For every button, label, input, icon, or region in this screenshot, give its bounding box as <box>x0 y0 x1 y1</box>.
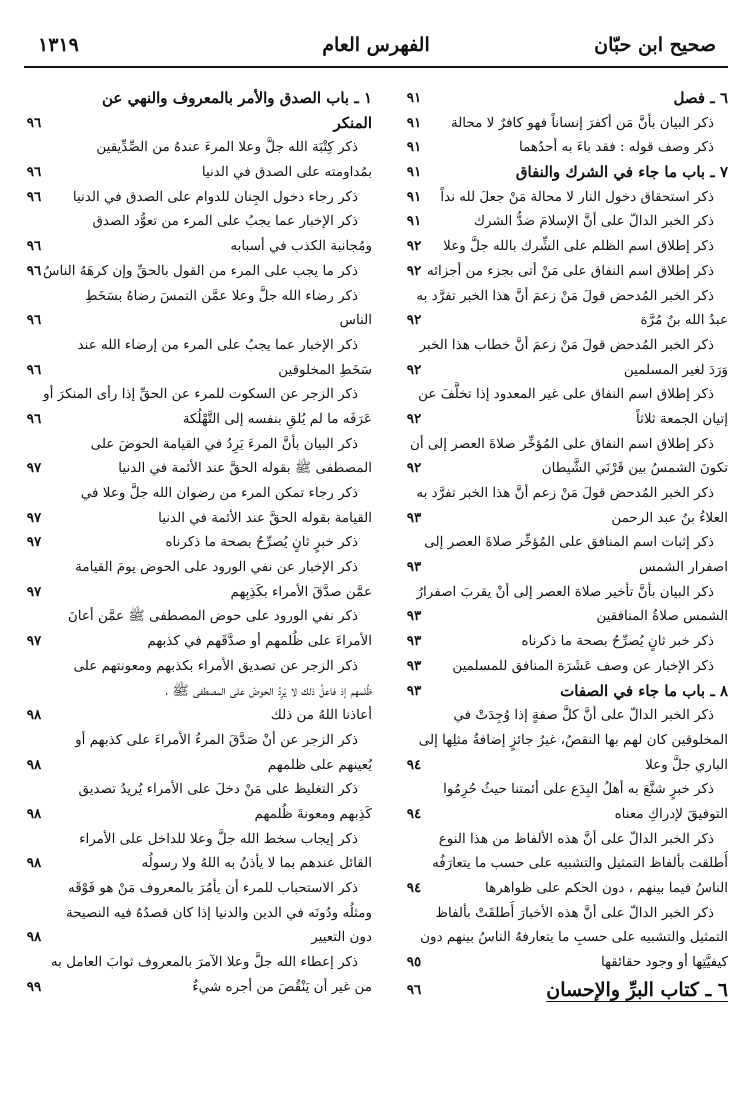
index-entry <box>394 827 738 852</box>
entry-text: أُطلقت بألفاظ التمثيل والتشبيه على حسب ما يتعارَفُه <box>432 855 728 872</box>
book-title: صحيح ابن حبّان <box>594 34 716 56</box>
entry-text: ذكر الخبر الدالّ على أنَّ هذه الألفاظ من هذا النوع <box>438 830 714 847</box>
index-entry <box>14 629 384 654</box>
index-entry <box>14 950 384 975</box>
index-entry <box>394 358 738 383</box>
index-entry <box>14 481 384 506</box>
entry-text: ذكر وصف قوله : فقد باءَ به أحدُهما <box>518 139 714 156</box>
entry-page-number: ٩٣ <box>406 509 422 526</box>
entry-page-number: ٩١ <box>406 213 422 230</box>
entry-page-number: ٩٣ <box>406 682 422 699</box>
index-entry <box>394 629 738 654</box>
entry-text: التوفيقَ لإدراكِ معناه <box>614 805 728 822</box>
index-entry <box>394 407 738 432</box>
index-entry <box>14 185 384 210</box>
index-entry <box>14 604 384 629</box>
index-entry <box>14 777 384 802</box>
entry-text: الناسُ فيما بينهم ، دون الحكم على ظواهرها <box>485 880 728 896</box>
entry-page-number: ٩٨ <box>26 805 42 822</box>
index-entry <box>14 259 384 284</box>
index-entry <box>14 456 384 481</box>
index-entry <box>14 333 384 358</box>
entry-text: عمَّن صدَّقَ الأمراء بكَذِبِهم <box>230 583 372 600</box>
entry-page-number: ٩٦ <box>26 410 42 427</box>
index-entry <box>14 555 384 580</box>
entry-page-number: ٩٢ <box>406 262 422 279</box>
entry-text: ذكر الزجر عن تصديق الأمراء بكذبهم ومعونتهم على <box>73 657 358 674</box>
entry-page-number: ٩٢ <box>406 361 422 378</box>
entry-text: ذكر إطلاق اسم الظلم على الشِّرك بالله جلَّ وعلا <box>443 238 714 255</box>
index-entry <box>394 580 738 605</box>
entry-text: ذكر خبر ثانٍ يُصرِّحُ بصحة ما ذكرناه <box>521 633 714 650</box>
index-entry <box>394 901 738 926</box>
index-entry <box>394 802 738 827</box>
entry-page-number: ٩١ <box>406 164 422 181</box>
entry-page-number: ٩٧ <box>26 460 42 477</box>
index-entry <box>14 506 384 531</box>
index-entry <box>14 802 384 827</box>
index-entry <box>14 382 384 407</box>
entry-page-number: ٩٧ <box>26 583 42 600</box>
entry-text: ذكر البيان بأنَّ المرءَ يَرِدُ في القيامة الحوضَ على <box>90 435 358 452</box>
index-entry <box>394 333 738 358</box>
entry-text: دون التعيير <box>311 929 372 946</box>
entry-text: ذكر الخبر المُدحض قولَ مَنْ زعمَ أنَّ خطاب هذا الخبر <box>419 336 714 353</box>
index-entry <box>394 308 738 333</box>
entry-page-number: ٩٤ <box>406 880 422 896</box>
index-entry <box>14 925 384 950</box>
index-entry <box>394 604 738 629</box>
entry-text: إتيان الجمعة ثلاثاً <box>635 410 728 427</box>
index-entry <box>394 851 738 876</box>
index-entry <box>394 284 738 309</box>
page-number: ١٣١٩ <box>38 34 79 56</box>
index-entry <box>14 234 384 259</box>
index-entry <box>394 506 738 531</box>
entry-text: المصطفى ﷺ بقوله الحقَّ عند الأئمة في الدنيا <box>118 460 372 477</box>
index-entry <box>14 728 384 753</box>
entry-page-number: ٩٥ <box>406 954 422 971</box>
index-entry <box>394 209 738 234</box>
index-entry <box>394 382 738 407</box>
entry-page-number: ٩٦ <box>26 361 42 378</box>
entry-text: الأمراءَ على ظُلمهم أو صدَّقَهم في كذبهم <box>147 633 372 650</box>
index-entry <box>14 86 384 111</box>
index-entry <box>14 851 384 876</box>
entry-text: ذكر كِتْبَة الله جلَّ وعلا المرءَ عندهُ من الصِّدِّيقين <box>96 139 358 156</box>
entry-text: التمثيل والتشبيه على حسبِ ما يتعارفهُ الناسُ بينهم دون <box>420 929 728 946</box>
entry-text: يُعينهم على ظلمهم <box>267 756 372 773</box>
entry-page-number: ٩٩ <box>26 978 42 995</box>
entry-page-number: ٩١ <box>406 90 422 106</box>
index-entry <box>394 160 738 185</box>
index-entry <box>394 777 738 802</box>
entry-text: من غير أن يَنْقُصَ من أجره شيءٌ <box>192 978 372 995</box>
entry-text: ذكر ما يجب على المرء من القول بالحقِّ وإن كرهَهُ الناسُ <box>42 262 358 279</box>
index-entry <box>394 753 738 778</box>
index-entry <box>394 481 738 506</box>
entry-page-number: ٩٤ <box>406 756 422 773</box>
index-entry <box>394 135 738 160</box>
entry-text: ومثلُه ودُونَه في الدين والدنيا إذا كان قصدُهُ فيه النصيحة <box>65 904 372 921</box>
index-entry <box>394 925 738 950</box>
index-entry <box>14 308 384 333</box>
entry-text: ذكر الاستحباب للمرء أن يأمُرَ بالمعروف مَنْ هو فَوْقَه <box>67 880 358 896</box>
entry-text: ذكر الخبر المُدحض قولَ مَنْ زعم أنَّ هذا الخبر تفرَّد به <box>416 485 714 501</box>
entry-text: ذكر إطلاق اسم النفاق على مَنْ أتى بجزء من أجزائه <box>426 262 714 279</box>
index-entry <box>394 950 738 975</box>
entry-text: المخلوقين كان لهم بها النقصُ، غيرُ جائزٍ إضافةُ مثلِها إلى <box>418 731 728 748</box>
entry-text: ذكر رجاء تمكن المرء من رضوان الله جلَّ وعلا في <box>80 485 358 501</box>
index-entry <box>394 86 738 111</box>
entry-text: تكونَ الشمسُ بين قَرْنَي الشَّيطان <box>541 460 728 477</box>
entry-text: بمُداومته على الصدق في الدنيا <box>201 164 372 181</box>
entry-page-number: ٩٨ <box>26 707 42 724</box>
entry-text: ومُجانبة الكذب في أسبابه <box>230 238 372 255</box>
entry-text: العلاءُ بنُ عبد الرحمن <box>611 509 728 526</box>
header-rule <box>24 66 728 68</box>
entry-page-number: ٩٢ <box>406 460 422 477</box>
section-title: الفهرس العام <box>322 34 430 56</box>
entry-page-number: ٩٦ <box>26 188 42 205</box>
entry-page-number: ٩٨ <box>26 855 42 872</box>
index-entry <box>14 901 384 926</box>
index-entry <box>394 111 738 136</box>
index-entry <box>14 703 384 728</box>
index-entry <box>14 160 384 185</box>
entry-text: ذكر الإخبار عن نفي الورود على الحوض يومَ القيامة <box>75 559 358 576</box>
entry-text: المنكر <box>333 113 372 132</box>
entry-text: ذكر خبرٍ ثانٍ يُصرِّحُ بصحة ما ذكرناه <box>165 534 358 551</box>
entry-text: سَخَطِ المخلوقين <box>278 361 372 378</box>
entry-text: القائل عندهم بما لا يأذنُ به اللهُ ولا رسولُه <box>141 855 372 872</box>
entry-page-number: ٩١ <box>406 188 422 205</box>
index-entry <box>14 654 384 679</box>
entry-text: ذكر الخبر الدالّ على أنَّ هذه الأخبارَ أُطلقَتْ بألفاظ <box>435 904 714 921</box>
entry-page-number: ٩٨ <box>26 756 42 773</box>
entry-text: ذكر الخبر الدالّ على أنَّ كلَّ صفةٍ إذا وُجِدَتْ في <box>453 707 714 724</box>
entry-text: كَذِبهم ومعونةَ ظُلمهم <box>254 805 372 822</box>
index-column-right <box>394 86 738 1046</box>
index-entry <box>394 185 738 210</box>
index-entry <box>394 703 738 728</box>
entry-page-number: ٩٤ <box>406 805 422 822</box>
index-entry <box>394 530 738 555</box>
entry-text: ظُلمهم إذ فاعلُ ذلك لا يَرِدُ الحوضَ على المصطفى ﷺ ، <box>165 682 372 699</box>
index-entry <box>394 259 738 284</box>
entry-text: ذكر إثبات اسم المنافق على المُؤخِّر صلاةَ العصر إلى <box>424 534 714 551</box>
entry-page-number: ٩٦ <box>26 164 42 181</box>
index-entry <box>14 975 384 1000</box>
entry-text: ذكر خبرٍ شنَّعَ به أهلُ البِدَع على أئمتنا حيثُ حُرِمُوا <box>443 781 714 798</box>
entry-text: عبدُ الله بنُ مُرَّة <box>640 312 728 329</box>
entry-page-number: ٩١ <box>406 139 422 156</box>
entry-page-number: ٩٢ <box>406 410 422 427</box>
index-entry <box>14 876 384 901</box>
index-entry <box>14 209 384 234</box>
entry-text: ذكر البيان بأنَّ تأخير صلاة العصر إلى أنْ يقربَ اصفرارُ <box>416 583 714 600</box>
entry-page-number: ٩٣ <box>406 657 422 674</box>
index-entry <box>394 654 738 679</box>
entry-text: ٦ ـ كتاب البرِّ والإحسان <box>546 978 728 1001</box>
index-entry <box>14 753 384 778</box>
entry-text: أعاذنا اللهُ من ذلك <box>270 707 372 724</box>
index-entry <box>14 358 384 383</box>
index-entry <box>394 432 738 457</box>
index-entry <box>14 135 384 160</box>
entry-page-number: ٩٦ <box>26 114 42 131</box>
entry-page-number: ٩٢ <box>406 312 422 329</box>
entry-page-number: ٩٦ <box>406 981 422 998</box>
entry-text: القيامة بقوله الحقَّ عند الأئمة في الدنيا <box>158 509 372 526</box>
entry-text: الشمس صلاةُ المنافقين <box>596 608 728 625</box>
entry-page-number: ٩٦ <box>26 262 42 279</box>
entry-text: ذكر رضاء الله جلَّ وعلا عمَّن التمسَ رضاهُ بسَخَطِ <box>84 287 358 304</box>
entry-text: ذكر الخبر المُدحض قولَ مَنْ زعمَ أنَّ هذا الخبر تفرَّد به <box>416 287 714 304</box>
entry-text: اصفرار الشمس <box>639 559 728 576</box>
entry-page-number: ٩٧ <box>26 633 42 650</box>
index-entry <box>14 407 384 432</box>
entry-page-number: ٩٦ <box>26 312 42 329</box>
entry-text: ذكر نفي الورود على حوض المصطفى ﷺ عمَّن أعانَ <box>67 608 358 625</box>
entry-text: ٦ ـ فصل <box>673 89 728 107</box>
entry-page-number: ٩٧ <box>26 534 42 551</box>
entry-text: ذكر إطلاق اسم النفاق على المُؤخِّر صلاةَ العصر إلى أن <box>409 435 714 452</box>
entry-page-number: ٩٨ <box>26 929 42 946</box>
entry-text: الباري جلَّ وعلا <box>645 756 728 773</box>
entry-text: ١ ـ باب الصدق والأمر بالمعروف والنهي عن <box>102 89 372 107</box>
entry-page-number: ٩٧ <box>26 509 42 526</box>
index-column-left <box>14 86 384 1046</box>
entry-text: ذكر البيان بأنَّ مَن أكفرَ إنساناً فهو كافرٌ لا محالة <box>450 114 714 131</box>
entry-text: ذكر إطلاق اسم النفاق على غير المعدود إذا تخلَّفَ عن <box>418 386 714 403</box>
index-entry <box>394 456 738 481</box>
entry-text: ذكر الإخبار عما يجبُ على المرء من إرضاء الله عند <box>77 336 358 353</box>
index-entry <box>394 555 738 580</box>
entry-text: ذكر الإخبار عما يجبُ على المرء من تعوُّد الصدق <box>92 213 358 230</box>
entry-text: وَرَدَ لغير المسلمين <box>623 361 728 378</box>
page-header <box>24 28 728 64</box>
entry-page-number: ٩٢ <box>406 238 422 255</box>
entry-page-number: ٩٣ <box>406 559 422 576</box>
entry-text: الناس <box>339 312 372 329</box>
entry-text: ذكر الزجر عن السكوت للمرء عن الحقِّ إذا رأى المنكرَ أو <box>43 386 358 403</box>
index-entry <box>14 432 384 457</box>
entry-text: ذكر الإخبار عن وصف عَشَرَة المنافق للمسلمين <box>452 657 714 674</box>
entry-text: ٨ ـ باب ما جاء في الصفات <box>560 681 728 700</box>
index-entry <box>14 679 384 704</box>
index-entry <box>14 530 384 555</box>
entry-text: ذكر إيجاب سخط الله جلَّ وعلا للداخل على الأمراء <box>79 830 358 847</box>
index-entry <box>14 827 384 852</box>
index-entry <box>14 111 384 136</box>
entry-text: كيفيَّتِها أو وجود حقائقها <box>600 954 728 971</box>
index-entry <box>14 580 384 605</box>
index-entry <box>394 975 738 1005</box>
entry-page-number: ٩٣ <box>406 633 422 650</box>
index-entry <box>394 728 738 753</box>
index-entry <box>394 679 738 704</box>
entry-text: ذكر إعطاء الله جلَّ وعلا الآمرَ بالمعروف ثوابَ العامل به <box>50 954 358 971</box>
entry-text: ذكر الخبر الدالّ على أنَّ الإسلامَ ضدُّ الشرك <box>473 213 714 230</box>
entry-text: ذكر التغليظ على مَنْ دخلَ على الأمراء يُريدُ تصديق <box>78 781 358 798</box>
index-entry <box>394 234 738 259</box>
entry-page-number: ٩٣ <box>406 608 422 625</box>
index-entry <box>394 876 738 901</box>
entry-page-number: ٩١ <box>406 114 422 131</box>
entry-text: ٧ ـ باب ما جاء في الشرك والنفاق <box>515 163 728 182</box>
entry-page-number: ٩٦ <box>26 238 42 255</box>
index-entry <box>14 284 384 309</box>
entry-text: ذكر استحقاق دخول النار لا محالة مَنْ جعلَ لله نداً <box>440 188 714 205</box>
entry-text: ذكر الزجر عن أنْ صَدَّقَ المرءُ الأمراءَ على كذبهم أو <box>75 731 358 748</box>
entry-text: عَرَفَه ما لم يُلقِ بنفسه إلى التَّهْلُكة <box>182 410 372 427</box>
entry-text: ذكر رجاء دخول الجِنان للدوام على الصدق في الدنيا <box>72 188 358 205</box>
